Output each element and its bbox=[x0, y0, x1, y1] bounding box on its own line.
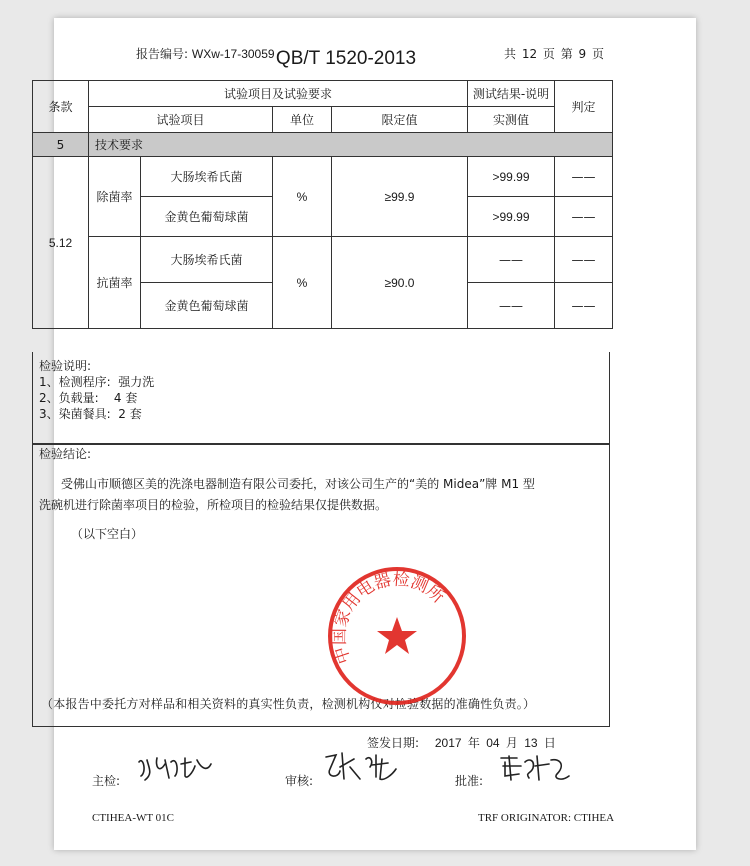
test-notes bbox=[32, 352, 610, 444]
approver-signature bbox=[495, 752, 575, 788]
notes-title: 检验说明: bbox=[39, 359, 92, 373]
group-name: 除菌率 bbox=[89, 157, 141, 237]
test-conclusion bbox=[32, 444, 610, 727]
blank-note: （以下空白） bbox=[71, 527, 144, 541]
measured-value: —— bbox=[468, 237, 555, 283]
notes-line: 3、染菌餐具: 2 套 bbox=[39, 407, 142, 421]
header-clause: 条款 bbox=[33, 81, 89, 133]
measured-value: >99.99 bbox=[468, 197, 555, 237]
reviewer-label: 审核: bbox=[285, 774, 314, 788]
section-number: 5 bbox=[33, 133, 89, 157]
header-judgement: 判定 bbox=[555, 81, 613, 133]
seal-star-icon bbox=[377, 617, 417, 654]
measured-value: >99.99 bbox=[468, 157, 555, 197]
conclusion-text-line1: 受佛山市顺德区美的洗涤电器制造有限公司委托，对该公司生产的“美的 Midea”牌 M1 型 bbox=[61, 477, 535, 491]
limit-value: ≥90.0 bbox=[332, 237, 468, 329]
header-measured: 实测值 bbox=[468, 107, 555, 133]
header-unit: 单位 bbox=[273, 107, 332, 133]
unit: % bbox=[273, 157, 332, 237]
chief-inspector-signature bbox=[135, 752, 215, 788]
chief-inspector-name bbox=[135, 786, 138, 787]
footer-originator: TRF ORIGINATOR: CTIHEA bbox=[478, 812, 615, 824]
reviewer-name bbox=[320, 785, 322, 786]
disclaimer: （本报告中委托方对样品和相关资料的真实性负责，检测机构仅对检验数据的准确性负责。） bbox=[41, 697, 536, 711]
official-seal bbox=[326, 565, 468, 707]
organism: 金黄色葡萄球菌 bbox=[141, 283, 273, 329]
group-name: 抗菌率 bbox=[89, 237, 141, 329]
reviewer-signature bbox=[320, 749, 400, 787]
issue-date-label: 签发日期: bbox=[367, 736, 420, 750]
standard-title: QB/T 1520-2013 bbox=[275, 48, 417, 69]
judgement-value: —— bbox=[555, 157, 613, 197]
judgement-value: —— bbox=[555, 237, 613, 283]
issue-date-value: 2017 年 04 月 13 日 bbox=[434, 736, 556, 750]
header-results-group: 测试结果-说明 bbox=[468, 81, 555, 107]
organism: 金黄色葡萄球菌 bbox=[141, 197, 273, 237]
judgement-value: —— bbox=[555, 197, 613, 237]
page-info: 共 12 页 第 9 页 bbox=[504, 47, 604, 61]
approver-label: 批准: bbox=[455, 774, 484, 788]
section-name: 技术要求 bbox=[89, 133, 613, 157]
notes-line: 2、负载量: 4 套 bbox=[39, 391, 138, 405]
conclusion-title: 检验结论: bbox=[39, 447, 92, 461]
clause-number: 5.12 bbox=[33, 157, 89, 329]
measured-value: —— bbox=[468, 283, 555, 329]
organism: 大肠埃希氏菌 bbox=[141, 157, 273, 197]
notes-line: 1、检测程序: 强力洗 bbox=[39, 375, 155, 389]
organism: 大肠埃希氏菌 bbox=[141, 237, 273, 283]
results-table bbox=[32, 80, 613, 329]
judgement-value: —— bbox=[555, 283, 613, 329]
unit: % bbox=[273, 237, 332, 329]
header-items-group: 试验项目及试验要求 bbox=[89, 81, 468, 107]
table-row bbox=[33, 157, 613, 197]
conclusion-text-line2: 洗碗机进行除菌率项目的检验，所检项目的检验结果仅提供数据。 bbox=[39, 498, 388, 512]
seal-text: 中国家用电器检测所 bbox=[329, 569, 448, 667]
limit-value: ≥99.9 bbox=[332, 157, 468, 237]
report-number-label: 报告编号: bbox=[136, 47, 189, 61]
approver-name bbox=[495, 786, 498, 787]
chief-inspector-label: 主检: bbox=[92, 774, 121, 788]
report-number-value: WXw-17-30059 bbox=[191, 47, 275, 61]
footer-form-code: CTIHEA-WT 01C bbox=[92, 812, 174, 824]
table-row bbox=[33, 237, 613, 283]
header-item: 试验项目 bbox=[89, 107, 273, 133]
header-limit: 限定值 bbox=[332, 107, 468, 133]
